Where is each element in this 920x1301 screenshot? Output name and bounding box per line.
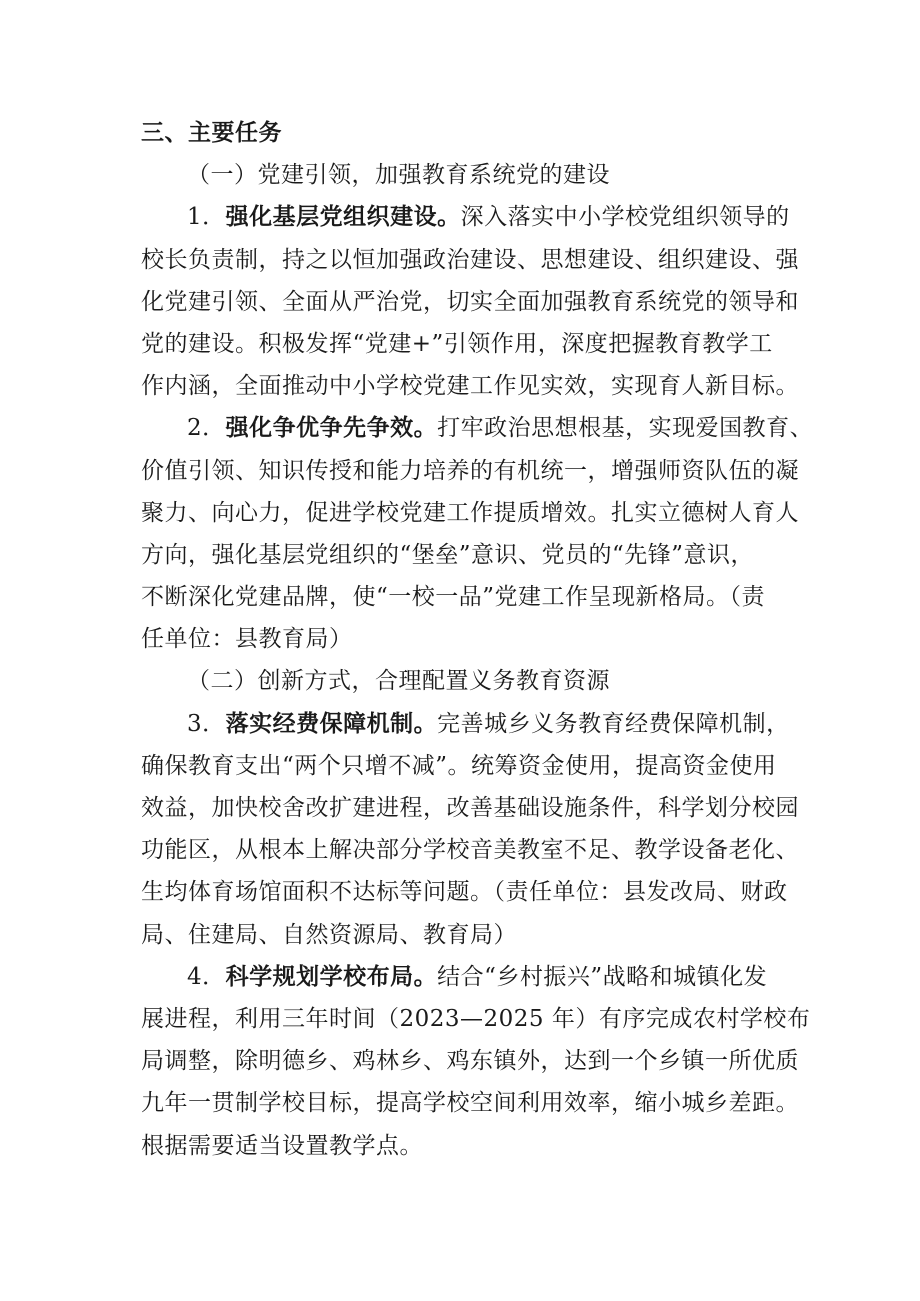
item-1-line: 化党建引领、全面从严治党，切实全面加强教育系统党的领导和 — [141, 288, 799, 315]
item-1-line: 作内涵，全面推动中小学校党建工作见实效，实现育人新目标。 — [141, 373, 799, 400]
item-1-number: 1． — [187, 204, 226, 231]
section-heading: 三、主要任务 — [141, 119, 282, 146]
item-3-first-line — [141, 703, 796, 745]
item-1-line: 党的建设。积极发挥“党建+”引领作用，深度把握教育教学工 — [141, 330, 773, 357]
item-1-first-line — [141, 196, 796, 238]
item-3-text: 完善城乡义务教育经费保障机制， — [437, 710, 790, 737]
item-2-line: 方向，强化基层党组织的“堡垒”意识、党员的“先锋”意识， — [141, 541, 755, 568]
subheading-1: （一）党建引领，加强教育系统党的建设 — [187, 162, 610, 189]
item-2-line: 任单位：县教育局） — [141, 626, 353, 653]
item-4-title: 科学规划学校布局。 — [225, 962, 438, 990]
item-3-number: 3． — [187, 710, 226, 737]
item-4-line: 展进程，利用三年时间（2023—2025 年）有序完成农村学校布 — [141, 1005, 811, 1032]
item-4-line: 九年一贯制学校目标，提高学校空间利用效率，缩小城乡差距。 — [141, 1090, 799, 1117]
item-2-number: 2． — [187, 415, 226, 442]
item-2-text: 打牢政治思想根基，实现爱国教育、 — [437, 415, 814, 442]
item-3-line: 功能区，从根本上解决部分学校音美教室不足、教学设备老化、 — [141, 837, 799, 864]
subheading-2: （二）创新方式，合理配置义务教育资源 — [187, 668, 610, 695]
item-3-line: 效益，加快校舍改扩建进程，改善基础设施条件，科学划分校园 — [141, 795, 799, 821]
item-4-number: 4． — [187, 963, 226, 990]
item-1-title: 强化基层党组织建设。 — [225, 203, 461, 231]
item-3-line: 局、住建局、自然资源局、教育局） — [141, 921, 517, 948]
item-3-line: 确保教育支出“两个只增不减”。统筹资金使用，提高资金使用 — [141, 752, 777, 779]
item-4-line: 根据需要适当设置教学点。 — [141, 1132, 423, 1159]
item-2-line: 价值引领、知识传授和能力培养的有机统一，增强师资队伍的凝 — [141, 457, 799, 484]
item-3-title: 落实经费保障机制。 — [225, 709, 438, 737]
item-2-line: 不断深化党建品牌，使“一校一品”党建工作呈现新格局。（责 — [141, 584, 766, 611]
item-2-line: 聚力、向心力，促进学校党建工作提质增效。扎实立德树人育人 — [141, 499, 799, 526]
document-body — [141, 112, 814, 1167]
item-4-text: 结合“乡村振兴”战略和城镇化发 — [437, 963, 768, 990]
item-1-text: 深入落实中小学校党组织领导的 — [460, 204, 790, 231]
item-4-line: 局调整，除明德乡、鸡林乡、鸡东镇外，达到一个乡镇一所优质 — [141, 1048, 799, 1075]
item-2-first-line — [141, 407, 814, 449]
item-3-line: 生均体育场馆面积不达标等问题。（责任单位：县发改局、财政 — [141, 879, 788, 906]
item-1-line: 校长负责制，持之以恒加强政治建设、思想建设、组织建设、强 — [141, 246, 799, 273]
item-2-title: 强化争优争先争效。 — [225, 414, 438, 442]
item-4-first-line — [141, 956, 796, 998]
